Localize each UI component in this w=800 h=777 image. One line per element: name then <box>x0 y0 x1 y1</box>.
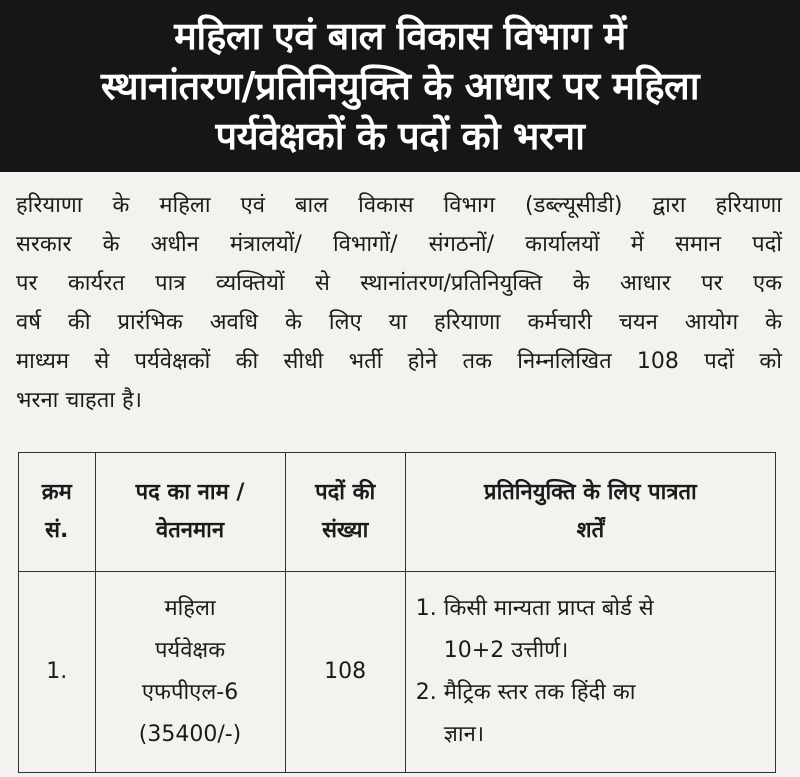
pay-level: एफपीएल-6 <box>141 680 239 705</box>
posts-table <box>18 452 776 773</box>
header-post-count <box>285 453 405 572</box>
intro-line: वर्ष की प्रारंभिक अवधि के लिए या हरियाणा कर्मचारी चयन आयोग के <box>16 310 782 335</box>
condition-line: 2. मैट्रिक स्तर तक हिंदी का <box>415 680 636 705</box>
condition-line: 1. किसी मान्यता प्राप्त बोर्ड से <box>415 596 654 621</box>
condition-line: ज्ञान। <box>443 722 485 747</box>
header-line-1: महिला एवं बाल विकास विभाग में <box>174 14 626 58</box>
table-header-row <box>19 453 776 572</box>
header-line-3: पर्यवेक्षकों के पदों को भरना <box>215 114 585 158</box>
intro-line: सरकार के अधीन मंत्रालयों/ विभागों/ संगठनों/ कार्यालयों में समान पदों <box>16 232 782 257</box>
intro-line: माध्यम से पर्यवेक्षकों की सीधी भर्ती होने तक निम्नलिखित 108 पदों को <box>16 349 782 374</box>
cell-serial: 1. <box>19 572 96 773</box>
header-count-line2: संख्या <box>322 518 369 543</box>
header-eligibility <box>405 453 775 572</box>
header-post-line1: पद का नाम / <box>135 480 245 505</box>
header-serial-line1: क्रम <box>41 480 72 505</box>
table-row <box>19 572 776 773</box>
notice-header <box>0 0 800 172</box>
header-eligibility-line1: प्रतिनियुक्ति के लिए पात्रता <box>484 480 697 505</box>
header-post-name <box>95 453 285 572</box>
cell-post-name <box>95 572 285 773</box>
header-serial <box>19 453 96 572</box>
post-line: पर्यवेक्षक <box>154 638 226 663</box>
header-line-2: स्थानांतरण/प्रतिनियुक्ति के आधार पर महिला <box>100 64 700 108</box>
condition-line: 10+2 उत्तीर्ण। <box>443 638 569 663</box>
header-eligibility-line2: शर्तें <box>576 518 605 543</box>
intro-line: हरियाणा के महिला एवं बाल विकास विभाग (डब्ल्यूसीडी) द्वारा हरियाणा <box>16 193 782 218</box>
intro-paragraph <box>16 186 782 420</box>
post-line: महिला <box>164 596 216 621</box>
pay-amount: (35400/-) <box>138 722 242 747</box>
intro-line: पर कार्यरत पात्र व्यक्तियों से स्थानांतरण/प्रतिनियुक्ति के आधार पर एक <box>16 271 782 296</box>
header-post-line2: वेतनमान <box>156 518 225 543</box>
cell-post-count: 108 <box>285 572 405 773</box>
header-serial-line2: सं. <box>45 518 69 543</box>
intro-line: भरना चाहता है। <box>16 388 142 413</box>
header-count-line1: पदों की <box>315 480 376 505</box>
cell-eligibility <box>405 572 775 773</box>
